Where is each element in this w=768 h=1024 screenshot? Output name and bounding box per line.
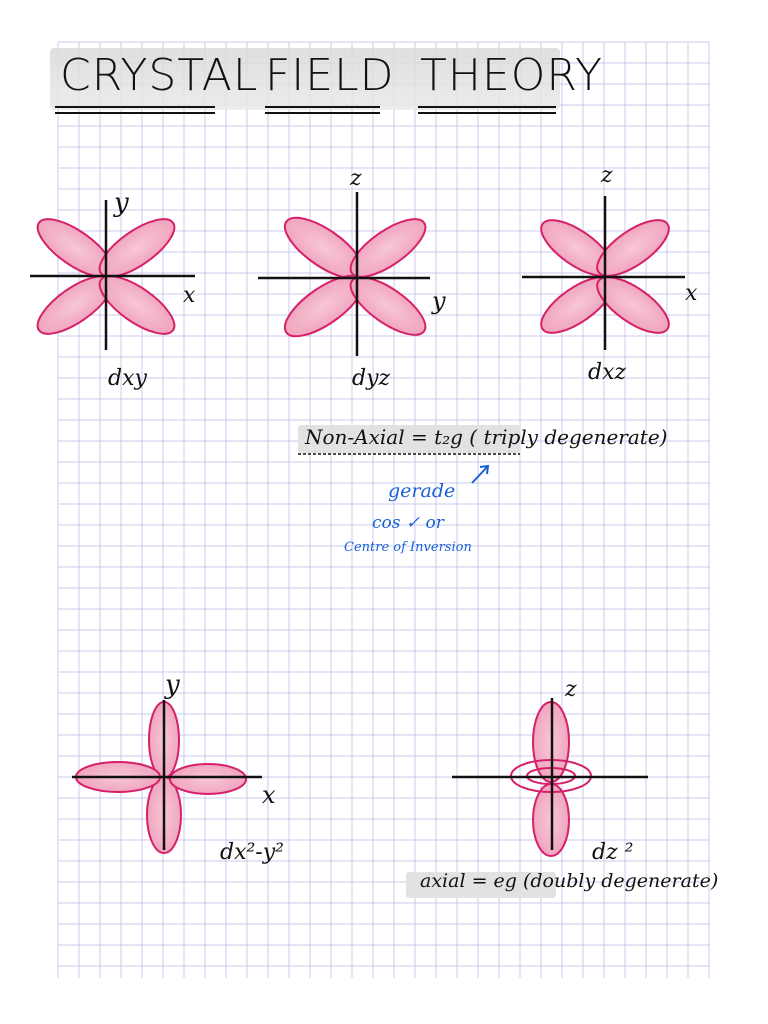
cos-or-note: cos ✓ or [372, 513, 444, 533]
dx2y2-axis-x-label: x [262, 781, 276, 809]
dxy-label: dxy [108, 366, 147, 391]
dyz-axis-y-label: y [432, 287, 446, 315]
dxz-label: dxz [588, 360, 627, 385]
centre-of-inversion-note: Centre of Inversion [344, 540, 472, 555]
dxy-axis-x-label: x [183, 283, 196, 308]
gerade-note: gerade [388, 480, 456, 502]
dyz-axis-z-label: z [350, 166, 362, 191]
dz2-axis-z-label: z [565, 677, 577, 702]
dxz-axis-z-label: z [601, 163, 613, 188]
dxz-axis-x-label: x [685, 281, 698, 306]
dx2-y2-orbital [72, 700, 262, 853]
dz2-label: dz ² [592, 840, 634, 865]
dx2y2-label: dx²-y² [220, 840, 284, 865]
title-word-field: FIELD [265, 50, 395, 101]
dxy-orbital [29, 200, 195, 350]
non-axial-note: Non-Axial = t₂g ( triply degenerate) [305, 425, 668, 449]
title-word-crystal: CRYSTAL [60, 50, 259, 101]
dxz-orbital [522, 196, 685, 350]
dz2-orbital [452, 698, 648, 856]
dyz-orbital [258, 192, 434, 356]
gerade-arrow [472, 466, 488, 483]
title-word-theory: THEORY [420, 50, 604, 101]
dxy-axis-y-label: y [114, 188, 129, 218]
axial-note: axial = eg (doubly degenerate) [420, 870, 719, 892]
dyz-label: dyz [352, 366, 391, 391]
dx2y2-axis-y-label: y [165, 670, 180, 700]
